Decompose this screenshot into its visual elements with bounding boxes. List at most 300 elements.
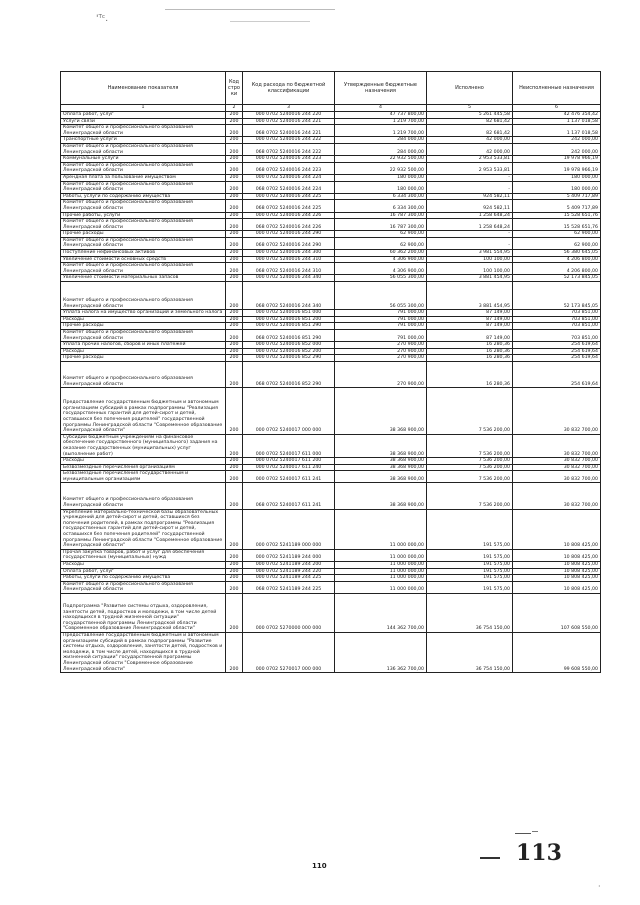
row-name-cell: Подпрограмма "Развитие системы отдыха, оздоровления, занятости детей, подростков и молодежи, в том числе детей находящихся в трудной жизненной ситуации" государственной программы Ленинградской области "Современное образование Ленинградской области"	[61, 593, 226, 632]
table-row	[61, 355, 601, 362]
row-approved-cell: 6 334 300,00	[335, 200, 427, 212]
header-line-code: Код стро ки	[226, 72, 243, 105]
row-line-cell: 200	[226, 256, 243, 263]
row-name-cell: Комитет общего и профессионального образования Ленинградской области	[61, 219, 226, 231]
row-approved-cell: 11 000 000,00	[335, 549, 427, 561]
row-executed-cell: 191 575,00	[427, 568, 513, 575]
row-line-cell: 200	[226, 174, 243, 181]
row-approved-cell: 284 000,00	[335, 137, 427, 144]
table-row	[61, 250, 601, 257]
row-name-cell: Комитет общего и профессионального образования Ленинградской области	[61, 200, 226, 212]
row-name-cell: Транспортные услуги	[61, 137, 226, 144]
row-remaining-cell: 703 851,00	[513, 316, 601, 323]
row-remaining-cell: 99 608 550,00	[513, 632, 601, 672]
row-line-cell: 200	[226, 156, 243, 163]
row-line-cell: 200	[226, 342, 243, 349]
row-code-cell: 068 0702 5240016 244 222	[243, 143, 335, 155]
row-approved-cell: 47 737 800,00	[335, 112, 427, 119]
row-line-cell: 200	[226, 250, 243, 257]
row-approved-cell: 270 900,00	[335, 361, 427, 387]
row-executed-cell: 7 536 200,00	[427, 434, 513, 457]
table-row	[61, 275, 601, 282]
row-line-cell: 200	[226, 483, 243, 509]
row-remaining-cell: 254 619,64	[513, 361, 601, 387]
row-approved-cell: 22 932 500,00	[335, 156, 427, 163]
row-approved-cell: 270 900,00	[335, 348, 427, 355]
row-code-cell: 000 0702 5240017 611 241	[243, 471, 335, 483]
row-remaining-cell: 703 851,00	[513, 330, 601, 342]
table-row	[61, 575, 601, 582]
table-row	[61, 282, 601, 310]
row-executed-cell: 87 149,00	[427, 323, 513, 330]
table-row	[61, 581, 601, 593]
row-executed-cell: 7 536 200,00	[427, 471, 513, 483]
row-approved-cell: 11 000 000,00	[335, 562, 427, 569]
row-code-cell: 000 0702 5240016 244 222	[243, 137, 335, 144]
row-name-cell: Прочая закупка товаров, работ и услуг для обеспечения государственных (муниципальных) нужд	[61, 549, 226, 561]
row-executed-cell: 2 953 533,81	[427, 156, 513, 163]
table-row	[61, 231, 601, 238]
row-code-cell: 000 0702 5240016 244 340	[243, 275, 335, 282]
row-remaining-cell: 30 832 700,00	[513, 388, 601, 435]
row-executed-cell: 924 582,11	[427, 193, 513, 200]
row-name-cell: Уплата прочих налогов, сборов и иных платежей	[61, 342, 226, 349]
row-approved-cell: 11 000 000,00	[335, 575, 427, 582]
table-row	[61, 200, 601, 212]
header-executed: Исполнено	[427, 72, 513, 105]
row-code-cell: 000 0702 5270000 000 000	[243, 593, 335, 632]
table-row	[61, 156, 601, 163]
row-name-cell: Комитет общего и профессионального образования Ленинградской области	[61, 581, 226, 593]
row-remaining-cell: 242 000,00	[513, 137, 601, 144]
row-name-cell: Коммунальные услуги	[61, 156, 226, 163]
row-name-cell: Прочие расходы	[61, 355, 226, 362]
row-remaining-cell: 15 528 651,76	[513, 212, 601, 219]
column-index: 2	[226, 105, 243, 112]
row-approved-cell: 284 000,00	[335, 143, 427, 155]
row-code-cell: 000 0702 5240016 852 000	[243, 342, 335, 349]
table-row	[61, 464, 601, 471]
row-executed-cell: 36 754 150,00	[427, 593, 513, 632]
table-body	[61, 112, 601, 673]
row-remaining-cell: 180 000,00	[513, 181, 601, 193]
row-approved-cell: 11 000 000,00	[335, 509, 427, 549]
row-code-cell: 068 0702 5240016 244 226	[243, 219, 335, 231]
row-code-cell: 068 0702 5240016 244 340	[243, 282, 335, 310]
row-approved-cell: 6 334 300,00	[335, 193, 427, 200]
row-code-cell: 000 0702 5240016 244 224	[243, 174, 335, 181]
row-name-cell: Прочие расходы	[61, 323, 226, 330]
row-line-cell: 200	[226, 568, 243, 575]
row-executed-cell: 191 575,00	[427, 549, 513, 561]
column-index: 4	[335, 105, 427, 112]
table-row	[61, 330, 601, 342]
row-approved-cell: 38 368 900,00	[335, 464, 427, 471]
table-row	[61, 316, 601, 323]
row-remaining-cell: 703 851,00	[513, 323, 601, 330]
row-line-cell: 200	[226, 471, 243, 483]
table-header	[61, 72, 601, 112]
row-executed-cell: 3 881 454,95	[427, 282, 513, 310]
row-remaining-cell: 10 808 425,00	[513, 568, 601, 575]
row-remaining-cell: 30 832 700,00	[513, 434, 601, 457]
table-row	[61, 434, 601, 457]
row-approved-cell: 791 000,00	[335, 310, 427, 317]
row-remaining-cell: 30 832 700,00	[513, 483, 601, 509]
table-row	[61, 212, 601, 219]
row-executed-cell: 82 681,42	[427, 118, 513, 125]
stamp-stroke	[515, 833, 531, 834]
row-approved-cell: 180 000,00	[335, 181, 427, 193]
row-remaining-cell: 42 476 354,42	[513, 112, 601, 119]
row-executed-cell: 7 536 200,00	[427, 464, 513, 471]
row-executed-cell: 82 681,42	[427, 125, 513, 137]
row-executed-cell: 191 575,00	[427, 581, 513, 593]
table-row	[61, 263, 601, 275]
column-index: 6	[513, 105, 601, 112]
table-row	[61, 361, 601, 387]
row-executed-cell: 87 149,00	[427, 316, 513, 323]
row-remaining-cell: 254 619,64	[513, 355, 601, 362]
table-row	[61, 471, 601, 483]
row-line-cell: 200	[226, 575, 243, 582]
row-remaining-cell: 1 137 018,58	[513, 125, 601, 137]
table-row	[61, 388, 601, 435]
row-line-cell: 200	[226, 263, 243, 275]
row-code-cell: 000 0702 5240017 000 000	[243, 388, 335, 435]
row-code-cell: 068 0702 5240016 244 310	[243, 263, 335, 275]
row-approved-cell: 11 000 000,00	[335, 568, 427, 575]
row-name-cell: Предоставление государственным бюджетным и автономным организациям субсидий в рамках подпрограммы "Реализация государственных гарантий для детей-сирот и детей, оставшихся без попечения родителей" государственной программы Ленинградской области "Современное образование Ленинградской области"	[61, 388, 226, 435]
row-executed-cell: 1 258 648,24	[427, 212, 513, 219]
row-line-cell: 200	[226, 237, 243, 249]
row-approved-cell: 1 219 700,00	[335, 125, 427, 137]
row-executed-cell: 42 000,00	[427, 143, 513, 155]
row-name-cell: Укрепление материально-технической базы образовательных учреждений для детей-сирот и детей, оставшихся без попечения родителей, в рамках подпрограммы "Реализация государственных гарантий для детей-сирот и детей, оставшихся без попечения родителей" государственной программы Ленинградской области "Современное образование Ленинградской области"	[61, 509, 226, 549]
row-code-cell: 068 0702 5240017 611 241	[243, 483, 335, 509]
stamp-stroke	[532, 831, 538, 832]
row-line-cell: 200	[226, 593, 243, 632]
row-code-cell: 000 0702 5270017 000 000	[243, 632, 335, 672]
row-approved-cell: 4 306 900,00	[335, 263, 427, 275]
row-approved-cell: 38 368 900,00	[335, 388, 427, 435]
row-executed-cell: -	[427, 181, 513, 193]
row-name-cell: Увеличение стоимости материальных запасов	[61, 275, 226, 282]
header-approved: Утвержденные бюджетные назначения	[335, 72, 427, 105]
row-name-cell: Безвозмездные перечисления государственным и муниципальным организациям	[61, 471, 226, 483]
row-remaining-cell: 5 409 717,89	[513, 200, 601, 212]
row-approved-cell: 4 306 900,00	[335, 256, 427, 263]
row-remaining-cell: 107 608 550,00	[513, 593, 601, 632]
header-indicator-name: Наименование показателя	[61, 72, 226, 105]
row-remaining-cell: 10 808 425,00	[513, 575, 601, 582]
table-row	[61, 118, 601, 125]
row-executed-cell: 36 754 150,00	[427, 632, 513, 672]
row-approved-cell: 1 219 700,00	[335, 118, 427, 125]
row-executed-cell: 87 149,00	[427, 330, 513, 342]
table-row	[61, 342, 601, 349]
row-remaining-cell: 10 808 425,00	[513, 581, 601, 593]
row-code-cell: 068 0702 5241189 244 225	[243, 581, 335, 593]
table-row	[61, 174, 601, 181]
row-executed-cell: 100 100,00	[427, 263, 513, 275]
row-executed-cell: -	[427, 237, 513, 249]
row-line-cell: 200	[226, 549, 243, 561]
row-remaining-cell: 56 380 645,05	[513, 250, 601, 257]
scan-artifact-line	[165, 9, 335, 10]
row-line-cell: 200	[226, 316, 243, 323]
row-code-cell: 068 0702 5240016 851 290	[243, 330, 335, 342]
row-approved-cell: 16 787 300,00	[335, 212, 427, 219]
row-line-cell: 200	[226, 355, 243, 362]
row-approved-cell: 38 368 900,00	[335, 483, 427, 509]
row-line-cell: 200	[226, 143, 243, 155]
row-executed-cell: 7 536 200,00	[427, 483, 513, 509]
table-row	[61, 193, 601, 200]
row-line-cell: 200	[226, 434, 243, 457]
row-name-cell: Комитет общего и профессионального образования Ленинградской области	[61, 282, 226, 310]
header-remaining: Неисполненные назначения	[513, 72, 601, 105]
row-executed-cell: 191 575,00	[427, 509, 513, 549]
row-executed-cell: 5 261 445,58	[427, 112, 513, 119]
row-executed-cell: 42 000,00	[427, 137, 513, 144]
row-approved-cell: 56 055 300,00	[335, 275, 427, 282]
row-name-cell: Работы, услуги по содержанию имущества	[61, 193, 226, 200]
column-index-row	[61, 105, 601, 112]
row-approved-cell: 270 900,00	[335, 342, 427, 349]
row-line-cell: 200	[226, 200, 243, 212]
table-row	[61, 323, 601, 330]
row-remaining-cell: 10 808 425,00	[513, 562, 601, 569]
row-remaining-cell: 703 851,00	[513, 310, 601, 317]
row-executed-cell: 191 575,00	[427, 575, 513, 582]
row-remaining-cell: 30 832 700,00	[513, 471, 601, 483]
row-approved-cell: 791 000,00	[335, 316, 427, 323]
row-remaining-cell: 4 206 800,00	[513, 256, 601, 263]
table-row	[61, 310, 601, 317]
row-code-cell: 000 0702 5240016 851 000	[243, 310, 335, 317]
row-name-cell: Комитет общего и профессионального образования Ленинградской области	[61, 143, 226, 155]
row-code-cell: 068 0702 5240016 244 290	[243, 237, 335, 249]
row-line-cell: 200	[226, 275, 243, 282]
row-executed-cell: 7 536 200,00	[427, 388, 513, 435]
row-code-cell: 000 0702 5240016 851 290	[243, 323, 335, 330]
row-approved-cell: 38 368 900,00	[335, 434, 427, 457]
row-line-cell: 200	[226, 112, 243, 119]
row-line-cell: 200	[226, 632, 243, 672]
row-code-cell: 000 0702 5240017 611 200	[243, 458, 335, 465]
row-name-cell: Прочие расходы	[61, 231, 226, 238]
row-code-cell: 000 0702 5240016 244 290	[243, 231, 335, 238]
table-row	[61, 181, 601, 193]
row-code-cell: 000 0702 5241189 244 200	[243, 562, 335, 569]
row-executed-cell: 3 881 454,95	[427, 275, 513, 282]
row-code-cell: 000 0702 5240016 852 200	[243, 348, 335, 355]
row-remaining-cell: 62 900,00	[513, 231, 601, 238]
table-row	[61, 568, 601, 575]
stamp-sheet-number: 113	[516, 840, 562, 866]
row-line-cell: 200	[226, 162, 243, 174]
row-name-cell: Предоставление государственным бюджетным и автономным организациям субсидий в рамках подпрограммы "Развитие системы отдыха, оздоровления, занятости детей, подростков и молодежи, в том числе детей, находящихся в трудной жизненной ситуации" государственной программы Ленинградской области "Современное образование Ленинградской области"	[61, 632, 226, 672]
row-name-cell: Комитет общего и профессионального образования Ленинградской области	[61, 162, 226, 174]
row-remaining-cell: 254 619,64	[513, 348, 601, 355]
row-line-cell: 200	[226, 137, 243, 144]
scan-artifact-line	[230, 21, 310, 22]
row-code-cell: 000 0702 5240016 244 223	[243, 156, 335, 163]
row-name-cell: Безвозмездные перечисления организациям	[61, 464, 226, 471]
row-remaining-cell: 10 808 425,00	[513, 549, 601, 561]
row-code-cell: 000 0702 5240016 244 221	[243, 118, 335, 125]
table-row	[61, 632, 601, 672]
row-name-cell: Комитет общего и профессионального образования Ленинградской области	[61, 263, 226, 275]
row-name-cell: Комитет общего и профессионального образования Ленинградской области	[61, 483, 226, 509]
row-name-cell: Оплата работ, услуг	[61, 568, 226, 575]
row-approved-cell: 38 368 900,00	[335, 458, 427, 465]
row-approved-cell: 11 000 000,00	[335, 581, 427, 593]
row-remaining-cell: 1 137 018,58	[513, 118, 601, 125]
row-executed-cell: 1 258 648,24	[427, 219, 513, 231]
row-remaining-cell: 5 409 717,89	[513, 193, 601, 200]
table-row	[61, 562, 601, 569]
row-name-cell: Работы, услуги по содержанию имущества	[61, 575, 226, 582]
row-remaining-cell: 242 000,00	[513, 143, 601, 155]
row-executed-cell: 100 100,00	[427, 256, 513, 263]
row-name-cell: Комитет общего и профессионального образования Ленинградской области	[61, 237, 226, 249]
table-row	[61, 112, 601, 119]
row-approved-cell: 62 900,00	[335, 231, 427, 238]
row-executed-cell: 2 953 533,81	[427, 162, 513, 174]
row-name-cell: Комитет общего и профессионального образования Ленинградской области	[61, 361, 226, 387]
row-approved-cell: 270 900,00	[335, 355, 427, 362]
row-code-cell: 000 0702 5240016 244 300	[243, 250, 335, 257]
row-approved-cell: 16 787 300,00	[335, 219, 427, 231]
table-row	[61, 219, 601, 231]
row-remaining-cell: 4 206 800,00	[513, 263, 601, 275]
page-number: 110	[312, 862, 327, 870]
row-line-cell: 200	[226, 581, 243, 593]
row-approved-cell: 791 000,00	[335, 330, 427, 342]
row-executed-cell: 191 575,00	[427, 562, 513, 569]
row-line-cell: 200	[226, 458, 243, 465]
column-index: 3	[243, 105, 335, 112]
row-code-cell: 000 0702 5241189 000 000	[243, 509, 335, 549]
table-row	[61, 593, 601, 632]
scan-edge-mark: ·	[598, 882, 601, 891]
row-line-cell: 200	[226, 464, 243, 471]
table-row	[61, 348, 601, 355]
row-remaining-cell: 10 808 425,00	[513, 509, 601, 549]
row-code-cell: 000 0702 5240017 611 000	[243, 434, 335, 457]
row-remaining-cell: 52 173 845,05	[513, 275, 601, 282]
row-remaining-cell: 52 173 845,05	[513, 282, 601, 310]
row-remaining-cell: 19 978 966,19	[513, 162, 601, 174]
row-executed-cell: 7 536 200,00	[427, 458, 513, 465]
row-code-cell: 000 0702 5240016 852 290	[243, 355, 335, 362]
row-code-cell: 068 0702 5240016 244 221	[243, 125, 335, 137]
row-code-cell: 068 0702 5240016 244 223	[243, 162, 335, 174]
row-executed-cell: 16 280,36	[427, 348, 513, 355]
budget-execution-table	[60, 71, 601, 673]
row-name-cell: Расходы	[61, 316, 226, 323]
table-row	[61, 137, 601, 144]
row-name-cell: Комитет общего и профессионального образования Ленинградской области	[61, 125, 226, 137]
scan-mark: 'ᵀᶜ.	[96, 14, 109, 24]
stamp-dash	[480, 857, 500, 859]
row-code-cell: 068 0702 5240016 852 290	[243, 361, 335, 387]
row-line-cell: 200	[226, 388, 243, 435]
row-line-cell: 200	[226, 231, 243, 238]
table-row	[61, 125, 601, 137]
row-name-cell: Услуги связи	[61, 118, 226, 125]
row-code-cell: 000 0702 5240016 851 200	[243, 316, 335, 323]
row-approved-cell: 60 362 200,00	[335, 250, 427, 257]
row-executed-cell: -	[427, 174, 513, 181]
row-approved-cell: 144 362 700,00	[335, 593, 427, 632]
row-code-cell: 000 0702 5240016 244 225	[243, 193, 335, 200]
row-line-cell: 200	[226, 323, 243, 330]
table-row	[61, 509, 601, 549]
row-approved-cell: 38 368 900,00	[335, 471, 427, 483]
row-executed-cell: 16 280,36	[427, 355, 513, 362]
row-name-cell: Прочие работы, услуги	[61, 212, 226, 219]
row-name-cell: Комитет общего и профессионального образования Ленинградской области	[61, 330, 226, 342]
table-row	[61, 458, 601, 465]
row-executed-cell: -	[427, 231, 513, 238]
column-index: 5	[427, 105, 513, 112]
row-name-cell: Расходы	[61, 348, 226, 355]
row-line-cell: 200	[226, 348, 243, 355]
table-row	[61, 549, 601, 561]
row-name-cell: Арендная плата за пользование имуществом	[61, 174, 226, 181]
row-approved-cell: 136 362 700,00	[335, 632, 427, 672]
row-name-cell: Увеличение стоимости основных средств	[61, 256, 226, 263]
row-executed-cell: 3 981 554,95	[427, 250, 513, 257]
row-approved-cell: 180 000,00	[335, 174, 427, 181]
row-remaining-cell: 30 832 700,00	[513, 464, 601, 471]
row-approved-cell: 791 000,00	[335, 323, 427, 330]
row-line-cell: 200	[226, 118, 243, 125]
row-line-cell: 200	[226, 125, 243, 137]
row-remaining-cell: 19 978 966,19	[513, 156, 601, 163]
row-code-cell: 000 0702 5240016 244 226	[243, 212, 335, 219]
row-code-cell: 068 0702 5240016 244 224	[243, 181, 335, 193]
row-executed-cell: 16 280,36	[427, 361, 513, 387]
row-line-cell: 200	[226, 509, 243, 549]
row-approved-cell: 22 932 500,00	[335, 162, 427, 174]
row-line-cell: 200	[226, 361, 243, 387]
row-line-cell: 200	[226, 181, 243, 193]
row-line-cell: 200	[226, 219, 243, 231]
row-remaining-cell: 15 528 651,76	[513, 219, 601, 231]
row-code-cell: 000 0702 5240016 244 220	[243, 112, 335, 119]
row-name-cell: Поступление нефинансовых активов	[61, 250, 226, 257]
row-remaining-cell: 180 000,00	[513, 174, 601, 181]
row-line-cell: 200	[226, 212, 243, 219]
row-remaining-cell: 254 619,64	[513, 342, 601, 349]
table-row	[61, 256, 601, 263]
row-code-cell: 000 0702 5241189 244 225	[243, 575, 335, 582]
row-code-cell: 000 0702 5241189 244 220	[243, 568, 335, 575]
table-row	[61, 237, 601, 249]
row-remaining-cell: 62 900,00	[513, 237, 601, 249]
row-name-cell: Расходы	[61, 562, 226, 569]
row-executed-cell: 924 582,11	[427, 200, 513, 212]
table-row	[61, 143, 601, 155]
row-line-cell: 200	[226, 562, 243, 569]
row-line-cell: 200	[226, 330, 243, 342]
header-budget-code: Код расхода по бюджетной классификации	[243, 72, 335, 105]
column-index: 1	[61, 105, 226, 112]
